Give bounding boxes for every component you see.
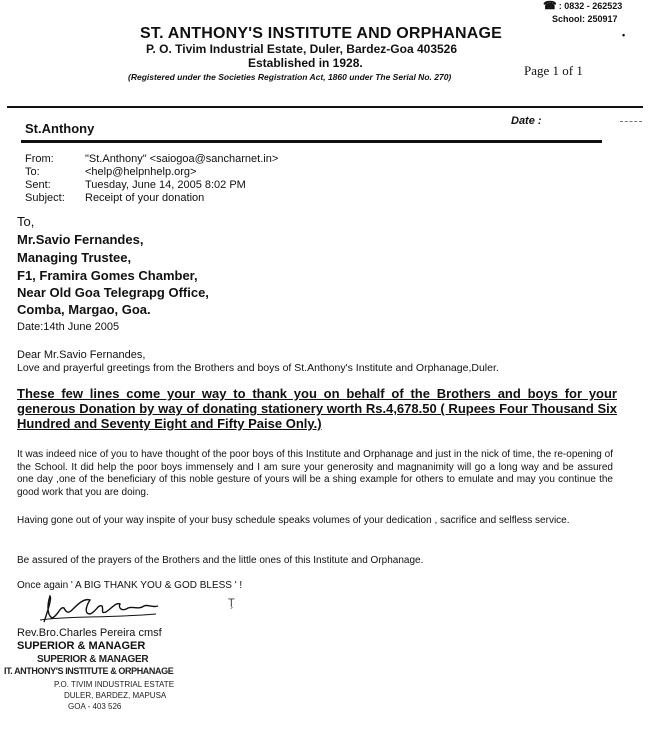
recipient-line-3: F1, Framira Gomes Chamber, bbox=[17, 268, 198, 283]
email-to-row: To: <help@helpnhelp.org> bbox=[25, 166, 197, 178]
date-label: Date : bbox=[511, 115, 542, 127]
email-sender-name: St.Anthony bbox=[25, 121, 95, 136]
recipient-line-2: Managing Trustee, bbox=[17, 250, 132, 265]
stamp-line-1: SUPERIOR & MANAGER bbox=[37, 654, 149, 665]
school-number: School: 250917 bbox=[552, 14, 618, 24]
corner-dot: • bbox=[622, 30, 626, 40]
email-divider bbox=[21, 140, 602, 143]
signatory-name: Rev.Bro.Charles Pereira cmsf bbox=[17, 627, 162, 639]
email-from-row: From: "St.Anthony" <saiogoa@sancharnet.in> bbox=[25, 153, 279, 165]
stamp-line-3: P.O. TIVIM INDUSTRIAL ESTATE bbox=[54, 680, 175, 689]
institution-title: ST. ANTHONY'S INSTITUTE AND ORPHANAGE bbox=[140, 25, 503, 42]
email-subject: Receipt of your donation bbox=[85, 192, 205, 204]
thank-you-notice: These few lines come your way to thank you on behalf of the Brothers and boys for your generous Donation by way of donating stationery worth Rs.4,678.50 ( Rupees Four Thousand Six Hundred and Seventy Eight and Fifty Paise Only.) bbox=[17, 386, 617, 431]
page-number: Page 1 of 1 bbox=[524, 63, 583, 78]
header-divider bbox=[7, 106, 643, 108]
recipient-line-5: Comba, Margao, Goa. bbox=[17, 302, 151, 317]
established-line: Established in 1928. bbox=[248, 56, 363, 70]
signature-image bbox=[38, 592, 168, 626]
body-paragraph-2: Having gone out of your way inspite of your busy schedule speaks volumes of your dedication , sacrifice and selfless service. bbox=[17, 515, 570, 526]
body-paragraph-1: It was indeed nice of you to have thought of the poor boys of this Institute and Orphanage and just in the nick of time, the re-opening of the School. It did help the poor boys immensely and I am sure your generosity and magnanimity will go a long way and be assured one day ,one of the beneficiary of this noble gesture of yours will be a shing example for others to emulate and may you continue the good work that you are doing. bbox=[17, 449, 613, 498]
stamp-line-5: GOA - 403 526 bbox=[68, 702, 122, 711]
institution-address: P. O. Tivim Industrial Estate, Duler, Bardez-Goa 403526 bbox=[146, 42, 458, 56]
email-subject-row: Subject: Receipt of your donation bbox=[25, 192, 205, 204]
stamp-line-4: DULER, BARDEZ, MAPUSA bbox=[64, 691, 167, 700]
email-sent: Tuesday, June 14, 2005 8:02 PM bbox=[85, 179, 246, 191]
telephone-icon: ☎ bbox=[543, 0, 557, 12]
stamp-line-2: IT. ANTHONY'S INSTITUTE & ORPHANAGE bbox=[4, 666, 174, 676]
recipient-line-4: Near Old Goa Telegrapg Office, bbox=[17, 285, 209, 300]
body-paragraph-3: Be assured of the prayers of the Brothers and the little ones of this Institute and Orphanage. bbox=[17, 555, 424, 566]
email-from: "St.Anthony" <saiogoa@sancharnet.in> bbox=[85, 153, 279, 165]
phone-number: ☎ : 0832 - 262523 bbox=[543, 0, 623, 12]
closing-line: Once again ' A BIG THANK YOU & GOD BLESS ' ! bbox=[17, 580, 243, 591]
side-mark: Ţ bbox=[228, 597, 235, 609]
registration-line: (Registered under the Societies Registration Act, 1860 under The Serial No. 270) bbox=[128, 72, 452, 82]
email-sent-row: Sent: Tuesday, June 14, 2005 8:02 PM bbox=[25, 179, 246, 191]
recipient-line-1: Mr.Savio Fernandes, bbox=[17, 232, 144, 247]
letter-date: Date:14th June 2005 bbox=[17, 321, 120, 333]
recipient-to: To, bbox=[17, 214, 35, 229]
email-to: <help@helpnhelp.org> bbox=[85, 166, 197, 178]
scan-smudge bbox=[620, 121, 642, 122]
greeting-line: Love and prayerful greetings from the Brothers and boys of St.Anthony's Institute and Orphanage,Duler. bbox=[17, 362, 499, 374]
salutation: Dear Mr.Savio Fernandes, bbox=[17, 349, 146, 361]
signatory-title: SUPERIOR & MANAGER bbox=[17, 640, 146, 652]
